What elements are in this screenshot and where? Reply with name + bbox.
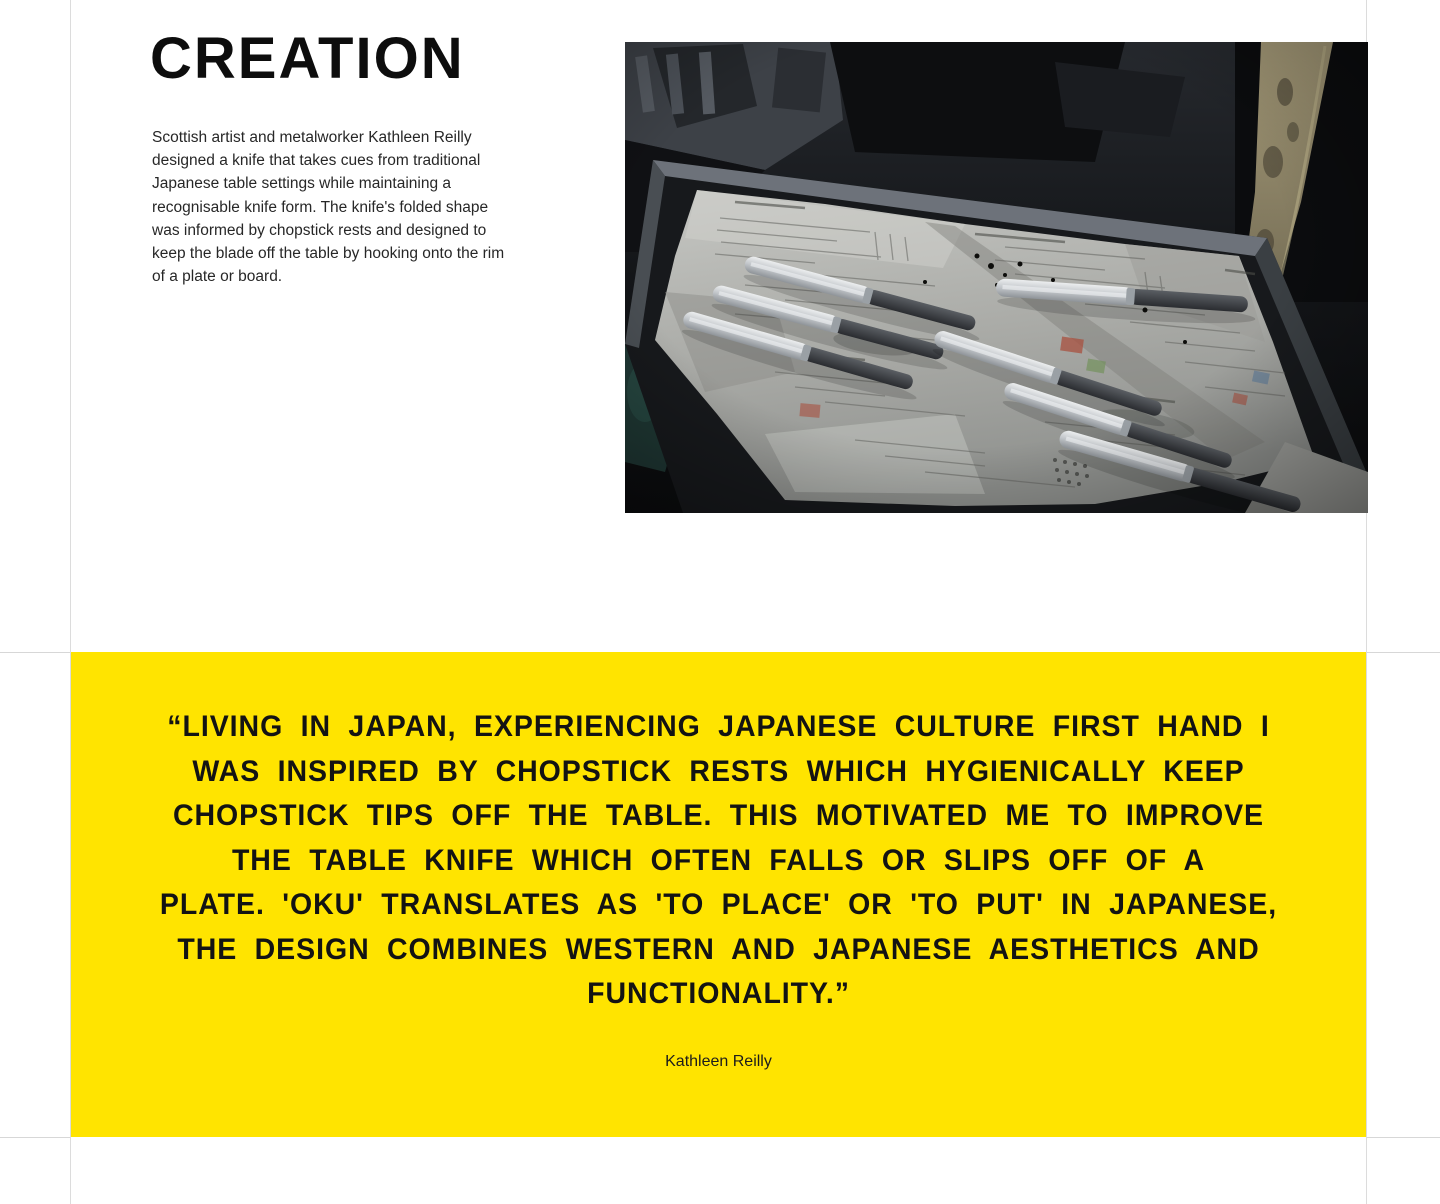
- margin-rule-top-left: [0, 652, 70, 653]
- page-frame: [70, 0, 1367, 1204]
- quote-line: THE DESIGN COMBINES WESTERN AND JAPANESE AESTHETICS AND: [177, 932, 1260, 966]
- quote-line: “LIVING IN JAPAN, EXPERIENCING JAPANESE CULTURE FIRST HAND I: [167, 710, 1270, 743]
- margin-rule-bottom-left: [0, 1137, 70, 1138]
- quote-line: PLATE. 'OKU' TRANSLATES AS 'TO PLACE' OR 'TO PUT' IN JAPANESE,: [159, 888, 1278, 921]
- margin-rule-bottom-right: [1367, 1137, 1440, 1138]
- knives-photo: [625, 42, 1368, 513]
- page-title: CREATION: [150, 26, 465, 91]
- footer-spacer: [71, 1137, 1366, 1204]
- pull-quote: [103, 652, 1333, 1017]
- quote-section: [71, 652, 1366, 1137]
- margin-rule-top-right: [1367, 652, 1440, 653]
- quote-line: CHOPSTICK TIPS OFF THE TABLE. THIS MOTIVATED ME TO IMPROVE: [172, 799, 1265, 832]
- knives-photo-illustration: [625, 42, 1368, 513]
- quote-attribution: Kathleen Reilly: [665, 1052, 772, 1070]
- quote-line: THE TABLE KNIFE WHICH OFTEN FALLS OR SLIPS OFF OF A: [231, 843, 1206, 877]
- quote-line: FUNCTIONALITY.”: [587, 977, 850, 1010]
- intro-paragraph: Scottish artist and metalworker Kathleen Reilly designed a knife that takes cues from traditional Japanese table settings while maintaining a recognisable knife form. The knife's folded shape was informed by chopstick rests and designed to keep the blade off the table by hooking onto the rim of a plate or board.: [152, 129, 505, 286]
- creation-section: [71, 0, 1366, 652]
- quote-line: WAS INSPIRED BY CHOPSTICK RESTS WHICH HYGIENICALLY KEEP: [192, 754, 1245, 788]
